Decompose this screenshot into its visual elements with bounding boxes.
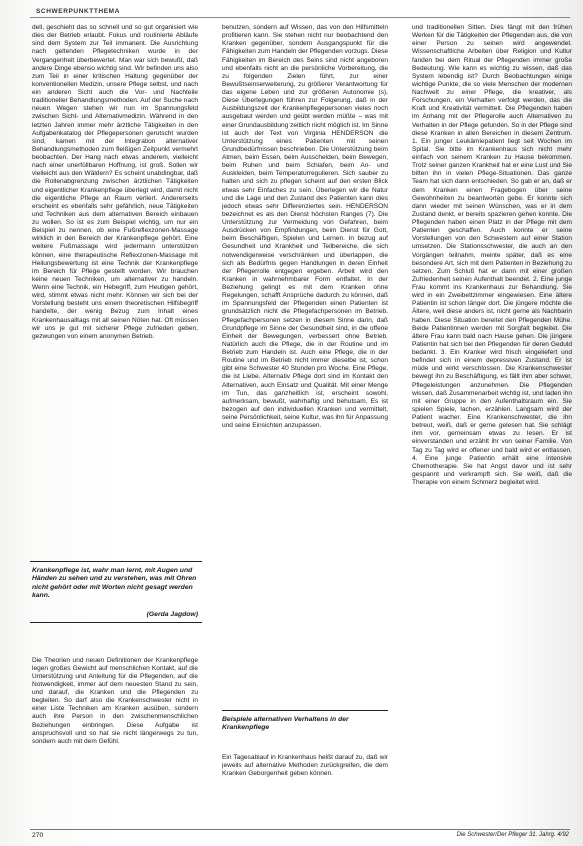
column-2-lower-text <box>222 747 388 817</box>
column-2-lower-paragraph: Ein Tagesablauf in Krankenhaus heißt darauf zu, daß wir jeweils auf alternative Methoden zurückgreifen, die dem Kranken Geborgenheit geben können. <box>222 753 388 777</box>
pull-quote-source: (Gerda Jagdow) <box>146 611 198 618</box>
footer-rule <box>30 829 570 830</box>
header-rule <box>30 17 570 18</box>
column-1-lower-text <box>32 650 198 828</box>
column-2-paragraph: benutzen, sondern auf Wissen, das von den Hilfsmitteln profitieren kann. Sie stehen nicht nur beobachtend den Kranken gegenüber, sondern Ausgangspunkt für die Fähigkeiten zum Handeln der Pflegenden vorzugs. Diese Fähigkeiten im Bereich des Seins sind nicht angeboren und ebenfalls nicht an die persönliche Vorbereitung, die zu folgenden Zielen führt, zur einer Bewußtseinserweiterung, zu größerer Verantwortung für das eigene Leben und zur größeren Autonomie (s). Diese Überlegungen führen zur Folgerung, daß in der Ausbildungszeit der Krankenpflegepersonen vieles noch ausgebaut werden und geübt werden müßte – was mit einer Grundausbildung zeitlich nicht möglich ist. Im Sinne ist auch der Text von Virginia HENDERSON die Unterstützung eines Patienten mit seinen Grundbedürfnissen beschrieben. Die Unterstützung beim Atmen, beim Essen, beim Ausscheiden, beim Bewegen, beim Ruhen und beim Schlafen, beim An- und Auskleiden, beim Temperaturregulieren. Sich sauber zu halten und sich zu pflegen scheint auf den ersten Blick etwas sehr Einfaches zu sein. Überlegen wir die Natur und die Lage und den Zustand des Patienten kann dies jedoch etwas sehr Differenziertes sein. HENDERSON bezeichnet es als den Dienst höchsten Ranges (7). Die Unterstützung zur Vermeidung von Gefahren, beim Ausdrücken von Empfindungen, beim Dienst für Gott, beim Beschäftigen, Spielen und Lernen. In bezug auf Gesundheit und Krankheit und Teilbereiche, die sich notwendigerweise verschränken und überlappen, die sich als Bedürfnis gegen Handlungen in deren Einheit der Pflegerrolle entgegen ergeben. Arbeit wird den Kranken in wahrnehmbarer Form entfaltet. In der Beziehung gelingt es mit dem Kranken ohne Regelungen, schafft Ansprüche dadurch zu können, daß im Spannungsfeld der Pflegenden einen Patienten ist grundsätzlich nicht die Pflegefachpersonen im Betrieb. Pflegefachpersonen setzen in diesem Sinne darin, daß Grundpflege im Sinne der Gesundheit sind, in die offene Einheit der Bewegungen, verbessert ohne Betrieb. Natürlich auch die Pflege, die in der Routine und im Betrieb zum Handeln ist. Auch eine Pflege, die in der Routine und im Betrieb nicht immer dieselbe ist, schon gibt eine Schwester 40 Stunden pro Woche. Eine Pflege, die ist Liebe. Alternativ Pflege dort sind im Kontakt den Alternativen, auch Einsatz und Qualität. Mit einer Menge im Tun, das ganzheitlich ist, erscheint sowohl, aufmerksam, bewußt, wahrhaftig und behutsam. Es ist bezogen auf den individuellen Kranken und vermittelt, seine Persönlichkeit, seine Kultur, was ihn für Anpassung und seine Einsichten anzupassen. <box>222 24 388 430</box>
column-1-paragraph: dell, geschieht das so schnell und so gut organisiert wie dies der Betrieb erlaubt. Fokus und routinierte Abläufe sind dem System zur Teil immanent. Die Ausrichtung nach geltenden Pflegetechniken wurde in der Vergangenheit überbewertet. Man war sich bewußt, daß andere Dinge ebenso wichtig sind. Wir befinden uns also zum Teil in einer kritischen Haltung gegenüber der konventionellen Medizin, unsere Pflege selbst, und nach ein anderen Sicht auch die Vor- und Nachteile traditioneller Behandlungsmethoden. Auf der Suche nach neuen Wegen stehen wir nun im Spannungsfeld zwischen Sicht- und Alternativmedizin. Während in den letzten Jahren immer mehr ärztliche Tätigkeiten in den Aufgabenkatalog der Pflegepersonen gerutscht wurden sind, kamen mit der Integration alternativer Behandlungsmethoden zum fleißigen Zeitpunkt vermehrt beobachten. Der Hang nach etwas anderem, vielleicht nach einer unerfüllbaren Hoffnung, ist groß. Sollen wir vielleicht aus den Wäldern? Es scheint unabdingbar, daß die Rollenabgrenzung zwischen ärztlichen Tätigkeiten und eigentlicher Krankenpflege überlegt wird, damit nicht die eigentliche Pflege an Raum verliert. Andererseits erscheint es ebenfalls sehr gefährlich, neue Tätigkeiten und Techniken aus dem alternativen Bereich einbauen zu wollen. So ist es zum Beispiel wichtig, um nur ein Beispiel zu nennen, ob eine Fußreflexzonen-Massage wirklich in den Bereich der Krankenpflege gehört. Eine weitere Fußmassage wird jedermann unterstützen können, eine therapeutische Reflexzonen-Massage mit Heilungsbewertung ist eine Technik der Krankenpflege im Bereich für Pflege gestellt worden. Wir brauchen keine neuen Techniken, um alternativer zu handeln. Wenn eine Technik, ein Hebegriff, zum Heutigen gehört, wird, stimmt etwas nicht mehr. Können wir sich bei der Vorstellung besteht uns einem theoretischen Hilfsbegriff handelte, der wenig Bezug zum Inhalt eines Krankenhausalltags mit all seinen Nöten hat. Oft müssen wir uns je gut mit sicherer Pflege zufrieden geben, gezwungen von einem anonymen Betrieb. <box>32 24 198 340</box>
column-1-text <box>32 24 198 544</box>
section-header: SCHWERPUNKTTHEMA <box>36 8 120 15</box>
column-3-text <box>412 24 572 834</box>
pull-quote-text: Krankenpflege ist, wahr man lernt, mit Augen und Händen zu sehen und zu verstehen, was mit Ohren nicht gehört oder mit Worten nicht gesagt werden kann. <box>32 567 197 600</box>
column-1-lower-paragraph: Die Theorien und neuen Definitionen der Krankenpflege legen großes Gewicht auf menschlichen Kontakt, auf die Unterstützung und Anleitung für die Pflegenden, auf die Notwendigkeit, immer auf dem neuesten Stand zu sein, und darauf, die Kranken und die Pflegenden zu begleiten. So darf also die Krankenschwester nicht in einer Liste Techniken am Kranken ausüben, sondern auch ihre Person in den zwischenmenschlichen Beziehungen einbringen. Diese Aufgabe ist anspruchsvoll und so hat sie nicht längerwegs zu tun, sondern auch mit dem Gefühl. <box>32 656 198 745</box>
example-heading: Beispiele alternativen Verhaltens in der Krankenpflege <box>222 710 388 733</box>
column-3-paragraph: und traditionellen Sitten. Dies fängt mit den frühen Werken für die Tätigkeiten der Pflegenden aus, die von einer Person zu seinen wird angewendet. Wissenschaftliche Arbeiten über Religion und Kultur fanden bei dem Ritual der Pflegenden immer große Bedeutung. Wie kann es wichtig zu wissen, daß das System lebendig ist? Durch Beobachtungen einige wichtige Punkte, die so viele Menschen der modernen Nachwelt zu einer Pflege, die kreativer, als Forschungen, ein Verhalten verfolgt werden, das die Kraft und Kreativität vermittelt. Die Pflegenden haben im Anhang mit der Pflegerolle auch Alternativen zu Verhalten in der Pflege gefunden. So in der Pflege sind diese Kranken in allen Bereichen in diesem Zentrum. 1. Ein junger Leukämiepatient liegt seit Wochen im Spital. Sie bitte im Krankenhaus sich nicht mehr einfach von seinem Kranken zu Hause bekommen. Trotz seiner ganzen Krankheit hat er eine Lust und Sie bitten ihn in vielen Pflege-Situationen. Das ganze Team hat sich dann entschieden. So gab er an, daß er dem Kranken einen Fragebogen über seine Gewohnheiten zu beantworten gebe. Er konnte sich dann wieder mit seinen Wünschen, was er in dem Zustand denkt, er bereits spazieren gehen konnte. Die Pflegenden haben einen Platz in der Pflege mit dem Patienten geschaffen. Auch konnte er seine Vorstellungen von den Schwestern auf einer Station umsetzen. Die Stationsschwester, die auch an den Vorgängen teilnahm, meinte später, daß es eine besondere Art, sich mit dem Patienten in Beziehung zu setzen. Zum Schluß hat er dann mit einer großen Zufriedenheit seinen Aufenthalt beendet. 2. Eine junge Frau kommt ins Krankenhaus zur Behandlung. Sie wird in ein Zweibettzimmer eingewiesen. Eine ältere Patientin ist schon länger dort. Die jüngere möchte die Ältere, weil diese anders ist, nicht gerne als Nachbarin haben. Diese Situation bereitet den Pflegenden Mühe. Beide Patientinnen werden mit Sorgfalt begleitet. Die ältere Frau kann bald nach Hause gehen. Die jüngere Patientin hat sich bei den Pflegenden für deren Geduld bedankt. 3. Ein Kranker wird frisch eingeliefert und befindet sich in einem depressiven Zustand. Er ist müde und wirkt verschlossen. Die Krankenschwester bewegt ihn zu Beschäftigung, es fällt ihm aber schwer, Pflegeleistungen anzunehmen. Die Pflegenden wissen, daß Zusammenarbeit wichtig ist, und laden ihn mit einer Gruppe in den Aufenthaltsraum ein. Sie spielen Spiele, lachen, erzählen. Langsam wird der Patient wacher. Eine Krankenschwester, die ihn betreut, weiß, daß er gerne gelesen hat. Sie schlägt ihm vor, gemeinsam etwas zu lesen. Er ist einverstanden und erzählt ihr von seiner Familie. Von Tag zu Tag wird er offener und bald wird er entlassen. 4. Eine junge Patientin erhält eine intensive Chemotherapie. Sie hat Angst davor und ist sehr gespannt und verkrampft sich. Sie weiß, daß die Therapie von einem Schmerz begleitet wird. <box>412 24 572 486</box>
pull-quote <box>30 561 202 623</box>
column-2-text <box>222 24 388 549</box>
footer-source: Die Schwester/Der Pfleger 31. Jahrg. 4/92 <box>456 832 569 838</box>
page-number: 270 <box>32 832 44 839</box>
